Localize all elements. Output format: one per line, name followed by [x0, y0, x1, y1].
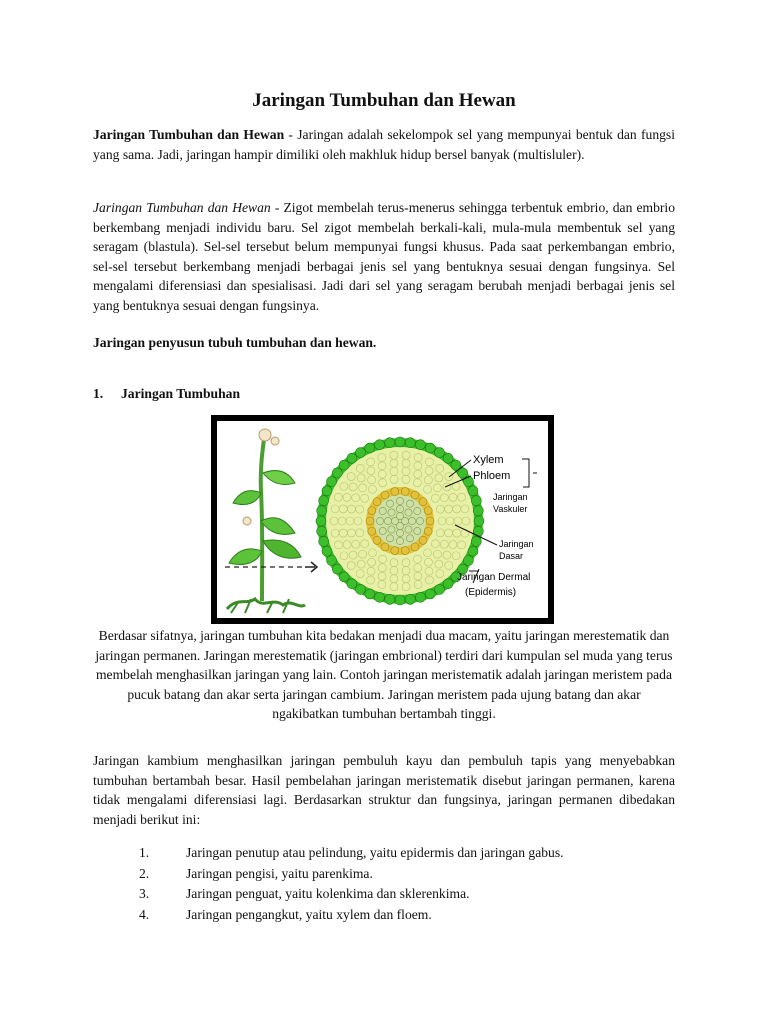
cell [449, 493, 457, 501]
embryo-lead: Jaringan Tumbuhan dan Hewan [93, 200, 271, 215]
cell [440, 494, 448, 502]
cell [396, 537, 403, 544]
cell [406, 500, 413, 507]
cell [435, 584, 445, 594]
cell [373, 536, 381, 544]
cell [405, 438, 415, 448]
cell [334, 493, 342, 501]
cell [368, 476, 376, 484]
cell [339, 505, 347, 513]
cell [349, 483, 357, 491]
cell [425, 458, 433, 466]
list-text: Jaringan penutup atau pelindung, yaitu epidermis dan jaringan gabus. [186, 845, 564, 860]
cell [390, 559, 398, 567]
cell [414, 580, 422, 588]
cell [391, 487, 399, 495]
cell [365, 443, 375, 453]
cell [378, 454, 386, 462]
cell [339, 460, 349, 470]
cell [357, 474, 365, 482]
cell [414, 564, 422, 572]
cell [402, 451, 410, 459]
cell [391, 547, 399, 555]
cell [334, 541, 342, 549]
cell [317, 526, 327, 536]
cell [347, 473, 355, 481]
cell [431, 494, 439, 502]
cell [431, 540, 439, 548]
cell [361, 494, 369, 502]
cell [463, 477, 473, 487]
cell [339, 572, 349, 582]
plant-cross-section-diagram [217, 421, 548, 618]
cell [463, 556, 473, 566]
cell [443, 483, 451, 491]
cell [458, 541, 466, 549]
cell [319, 496, 329, 506]
cell [354, 517, 362, 525]
meristem-paragraph: Berdasar sifatnya, jaringan tumbuhan kita bedakan menjadi dua macam, yaitu jaringan merestematik dan jaringan permanen. Jaringan merestematik (jaringan embrional) terdiri dari kumpulan sel muda yang terus membelah menghasilkan jaringan yang lain. Contoh jaringan meristematik adalah jaringan meristem pada pucuk batang dan akar serta jaringan cambium. Jaringan meristem pada ujung batang dan akar ngakibatkan tumbuhan bertambah tinggi. [95, 628, 673, 721]
section-title: Jaringan Tumbuhan [121, 386, 241, 401]
list-item [93, 905, 675, 926]
cell [332, 468, 342, 478]
cell [316, 516, 326, 526]
cell [347, 453, 357, 463]
list-item [93, 843, 675, 864]
cell [375, 592, 385, 602]
cell [378, 580, 386, 588]
permanent-tissue-list [93, 843, 675, 925]
cell [413, 479, 421, 487]
cell [395, 595, 405, 605]
cell [379, 555, 387, 563]
cell [396, 497, 403, 504]
cell [347, 529, 355, 537]
cell [376, 517, 383, 524]
intro-text: - Jaringan adalah sekelompok sel yang mempunyai bentuk dan fungsi yang sama. Jadi, jaringan hampir dimiliki oleh makhluk hidup bersel banyak (multisluler). [93, 127, 675, 162]
label-vascular-2: Vaskuler [493, 504, 528, 514]
cell [331, 529, 339, 537]
cell [440, 540, 448, 548]
cell [435, 560, 443, 568]
cell [367, 576, 375, 584]
cell [411, 491, 419, 499]
list-number: 1. [139, 845, 150, 860]
cell [436, 464, 444, 472]
cell [349, 551, 357, 559]
cell [424, 476, 432, 484]
label-xylem: Xylem [473, 454, 504, 466]
cell [346, 517, 354, 525]
cell [446, 517, 454, 525]
cambium-paragraph: Jaringan kambium menghasilkan jaringan pembuluh kayu dan pembuluh tapis yang menyebabkan tumbuhan bertambah besar. Hasil pembelahan jaringan meristematik disebut jaringan permanen, karena tidak mengalami diferensiasi lagi. Berdasarkan struktur dan fungsinya, jaringan permanen dibedakan menjadi berikut ini: [93, 753, 675, 827]
cell [378, 564, 386, 572]
cell [462, 517, 470, 525]
cell [379, 479, 387, 487]
cell [433, 484, 441, 492]
cell [347, 561, 355, 569]
cell [425, 576, 433, 584]
cell [390, 575, 398, 583]
cell [368, 558, 376, 566]
cell [424, 485, 432, 493]
list-text: Jaringan pengisi, yaitu parenkima. [186, 865, 373, 881]
list-item [93, 864, 675, 885]
cell [413, 555, 421, 563]
cell [338, 517, 346, 525]
cell [385, 594, 395, 604]
cell [443, 453, 453, 463]
label-ground-1: Jaringan [499, 539, 534, 549]
cell [445, 473, 453, 481]
label-vascular-1: Jaringan [493, 492, 528, 502]
cell [361, 540, 369, 548]
cell [402, 475, 410, 483]
cell [453, 505, 461, 513]
list-number: 2. [139, 865, 150, 881]
cell [319, 536, 329, 546]
cell [384, 517, 391, 524]
cell [474, 516, 484, 526]
cell [317, 506, 327, 516]
intro-paragraph [93, 125, 675, 164]
label-dermal-1: Jaringan Dermal [457, 572, 531, 583]
cell [424, 507, 432, 515]
cell [402, 459, 410, 467]
label-phloem: Phloem [473, 470, 511, 482]
figure-canvas [217, 421, 548, 618]
cell [416, 517, 423, 524]
cell [425, 567, 433, 575]
cell [327, 477, 337, 487]
cell [473, 506, 483, 516]
cell [332, 564, 342, 574]
cell [468, 486, 478, 496]
cell [368, 527, 376, 535]
cell [436, 570, 444, 578]
cell [322, 486, 332, 496]
cell [402, 467, 410, 475]
cell [356, 529, 364, 537]
label-dermal-2: (Epidermis) [465, 587, 517, 598]
cell [452, 552, 460, 560]
cell [414, 454, 422, 462]
cell [468, 546, 478, 556]
cell [357, 560, 365, 568]
cell [356, 505, 364, 513]
plant-illustration [227, 429, 305, 613]
intro-lead: Jaringan Tumbuhan dan Hewan [93, 127, 285, 142]
cell [373, 498, 381, 506]
cell [436, 505, 444, 513]
cell [390, 459, 398, 467]
list-number: 3. [139, 886, 150, 901]
cell [401, 487, 409, 495]
cell [379, 527, 386, 534]
cell [367, 458, 375, 466]
cell [405, 594, 415, 604]
cell [356, 464, 364, 472]
cell [438, 517, 446, 525]
cell [425, 589, 435, 599]
cell [340, 482, 348, 490]
cell [425, 443, 435, 453]
cell [454, 517, 462, 525]
cell [375, 440, 385, 450]
cell [381, 491, 389, 499]
cell [445, 529, 453, 537]
cell [405, 526, 412, 533]
list-item [93, 884, 675, 905]
cell [414, 470, 422, 478]
cell [402, 575, 410, 583]
cell [425, 467, 433, 475]
cell [379, 507, 386, 514]
cell [406, 535, 413, 542]
embryo-paragraph [93, 198, 675, 315]
list-text: Jaringan penguat, yaitu kolenkima dan sklerenkima. [186, 886, 470, 901]
cell [331, 505, 339, 513]
cell [449, 541, 457, 549]
cell [368, 485, 376, 493]
cell [388, 526, 395, 533]
cell [415, 592, 425, 602]
section-subheading: Jaringan penyusun tubuh tumbuhan dan hewan. [93, 335, 377, 350]
cell [322, 546, 332, 556]
page-title: Jaringan Tumbuhan dan Hewan [252, 90, 516, 111]
cell [352, 494, 360, 502]
cell [390, 451, 398, 459]
cell [396, 505, 403, 512]
section-number: 1. [93, 386, 104, 401]
cell [436, 529, 444, 537]
cell [419, 498, 427, 506]
cell [401, 547, 409, 555]
cell [390, 475, 398, 483]
cell [359, 484, 367, 492]
cell [424, 549, 432, 557]
cell [330, 517, 338, 525]
cell [378, 572, 386, 580]
cell [365, 589, 375, 599]
section-heading-plant-tissue [93, 384, 240, 404]
cell [445, 505, 453, 513]
cell [396, 512, 403, 519]
list-text: Jaringan pengangkut, yaitu xylem dan floem. [186, 906, 432, 922]
cell [347, 579, 357, 589]
cell [352, 540, 360, 548]
cell [471, 536, 481, 546]
plant-tissue-figure [211, 415, 554, 624]
cell [339, 529, 347, 537]
cell [433, 550, 441, 558]
cell [402, 567, 410, 575]
cell [356, 570, 364, 578]
cell [414, 527, 421, 534]
cell [378, 470, 386, 478]
cell [426, 517, 434, 525]
cell [343, 541, 351, 549]
cell [414, 507, 421, 514]
cell [388, 509, 395, 516]
cell [414, 572, 422, 580]
cell [414, 462, 422, 470]
cell [347, 505, 355, 513]
cell [435, 474, 443, 482]
cell [405, 509, 412, 516]
cell [386, 535, 393, 542]
cell [411, 543, 419, 551]
cell [408, 517, 415, 524]
cell [356, 584, 366, 594]
cell [435, 448, 445, 458]
cell [340, 552, 348, 560]
cell [359, 550, 367, 558]
cell [458, 493, 466, 501]
cell [390, 567, 398, 575]
cell [327, 556, 337, 566]
cell [367, 467, 375, 475]
cell [461, 529, 469, 537]
cell [443, 551, 451, 559]
cell [368, 507, 376, 515]
cell [415, 440, 425, 450]
embryo-text: - Zigot membelah terus-menerus sehingga terbentuk embrio, dan embrio berkembang menjadi individu baru. Sel zigot membelah berkali-kali, mula-mula membentuk sel yang seragam (blastula). Sel-sel tersebut belum mempunyai fungsi khusus. Pada saat perkembangan embrio, sel-sel tersebut berkembang menjadi berbagai jenis sel yang bentuknya sesuai dengan fungsinya. Sel mengalami diferensiasi dan spesialisasi. Jadi dari sel yang seragam berubah menjadi berbagai jenis sel yang bentuknya sesuai dengan fungsinya. [93, 200, 675, 313]
cell [443, 579, 453, 589]
cell [461, 505, 469, 513]
cell [368, 549, 376, 557]
list-number: 4. [139, 906, 150, 922]
cell [381, 543, 389, 551]
cell [386, 500, 393, 507]
cell [402, 559, 410, 567]
cell [356, 448, 366, 458]
cell [402, 583, 410, 591]
label-ground-2: Dasar [499, 551, 524, 561]
cell [424, 527, 432, 535]
cell [390, 583, 398, 591]
cell [390, 467, 398, 475]
cell [424, 558, 432, 566]
cell [378, 462, 386, 470]
cell [396, 529, 403, 536]
cell [445, 561, 453, 569]
cell [367, 567, 375, 575]
cell [343, 493, 351, 501]
cell [366, 517, 374, 525]
cell [453, 529, 461, 537]
cell [471, 496, 481, 506]
cell [385, 438, 395, 448]
cell [395, 437, 405, 447]
cell [419, 536, 427, 544]
